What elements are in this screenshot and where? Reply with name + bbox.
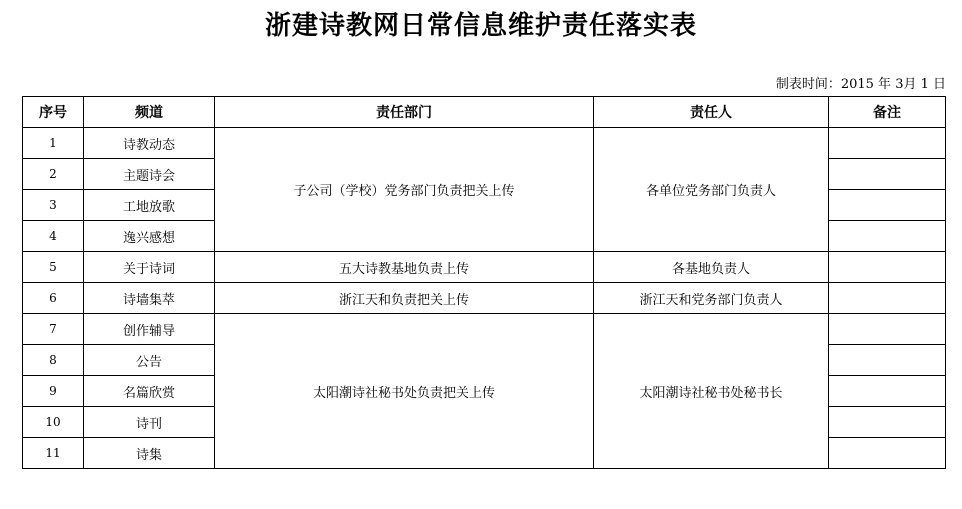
header-index: 序号 bbox=[23, 97, 84, 128]
table-row bbox=[23, 314, 946, 345]
row-channel: 创作辅导 bbox=[84, 314, 215, 345]
row-index: 11 bbox=[23, 438, 84, 469]
row-note bbox=[829, 438, 946, 469]
row-channel: 诗教动态 bbox=[84, 128, 215, 159]
row-index: 1 bbox=[23, 128, 84, 159]
row-note bbox=[829, 407, 946, 438]
row-note bbox=[829, 159, 946, 190]
row-person: 各基地负责人 bbox=[594, 252, 829, 283]
table-row bbox=[23, 252, 946, 283]
row-note bbox=[829, 128, 946, 159]
row-channel: 诗集 bbox=[84, 438, 215, 469]
row-channel: 名篇欣赏 bbox=[84, 376, 215, 407]
row-note bbox=[829, 376, 946, 407]
row-channel: 诗墙集萃 bbox=[84, 283, 215, 314]
row-department: 浙江天和负责把关上传 bbox=[215, 283, 594, 314]
row-channel: 工地放歌 bbox=[84, 190, 215, 221]
row-note bbox=[829, 345, 946, 376]
row-channel: 主题诗会 bbox=[84, 159, 215, 190]
row-index: 6 bbox=[23, 283, 84, 314]
row-index: 3 bbox=[23, 190, 84, 221]
table-header-row bbox=[23, 97, 946, 128]
row-note bbox=[829, 314, 946, 345]
row-note bbox=[829, 190, 946, 221]
row-department: 五大诗教基地负责上传 bbox=[215, 252, 594, 283]
row-index: 7 bbox=[23, 314, 84, 345]
header-note: 备注 bbox=[829, 97, 946, 128]
row-department: 子公司（学校）党务部门负责把关上传 bbox=[215, 128, 594, 252]
creation-date: 制表时间：2015 年 3月 1 日 bbox=[775, 77, 946, 92]
row-index: 9 bbox=[23, 376, 84, 407]
row-index: 8 bbox=[23, 345, 84, 376]
row-index: 5 bbox=[23, 252, 84, 283]
row-note bbox=[829, 252, 946, 283]
row-note bbox=[829, 283, 946, 314]
row-department: 太阳潮诗社秘书处负责把关上传 bbox=[215, 314, 594, 469]
responsibility-table bbox=[22, 96, 946, 469]
header-department: 责任部门 bbox=[215, 97, 594, 128]
header-channel: 频道 bbox=[84, 97, 215, 128]
table-row bbox=[23, 128, 946, 159]
page-title: 浙建诗教网日常信息维护责任落实表 bbox=[264, 11, 697, 41]
row-index: 2 bbox=[23, 159, 84, 190]
row-index: 10 bbox=[23, 407, 84, 438]
row-channel: 诗刊 bbox=[84, 407, 215, 438]
row-channel: 关于诗词 bbox=[84, 252, 215, 283]
row-channel: 逸兴感想 bbox=[84, 221, 215, 252]
row-person: 各单位党务部门负责人 bbox=[594, 128, 829, 252]
row-index: 4 bbox=[23, 221, 84, 252]
row-note bbox=[829, 221, 946, 252]
row-person: 浙江天和党务部门负责人 bbox=[594, 283, 829, 314]
row-channel: 公告 bbox=[84, 345, 215, 376]
row-person: 太阳潮诗社秘书处秘书长 bbox=[594, 314, 829, 469]
table-row bbox=[23, 283, 946, 314]
header-person: 责任人 bbox=[594, 97, 829, 128]
